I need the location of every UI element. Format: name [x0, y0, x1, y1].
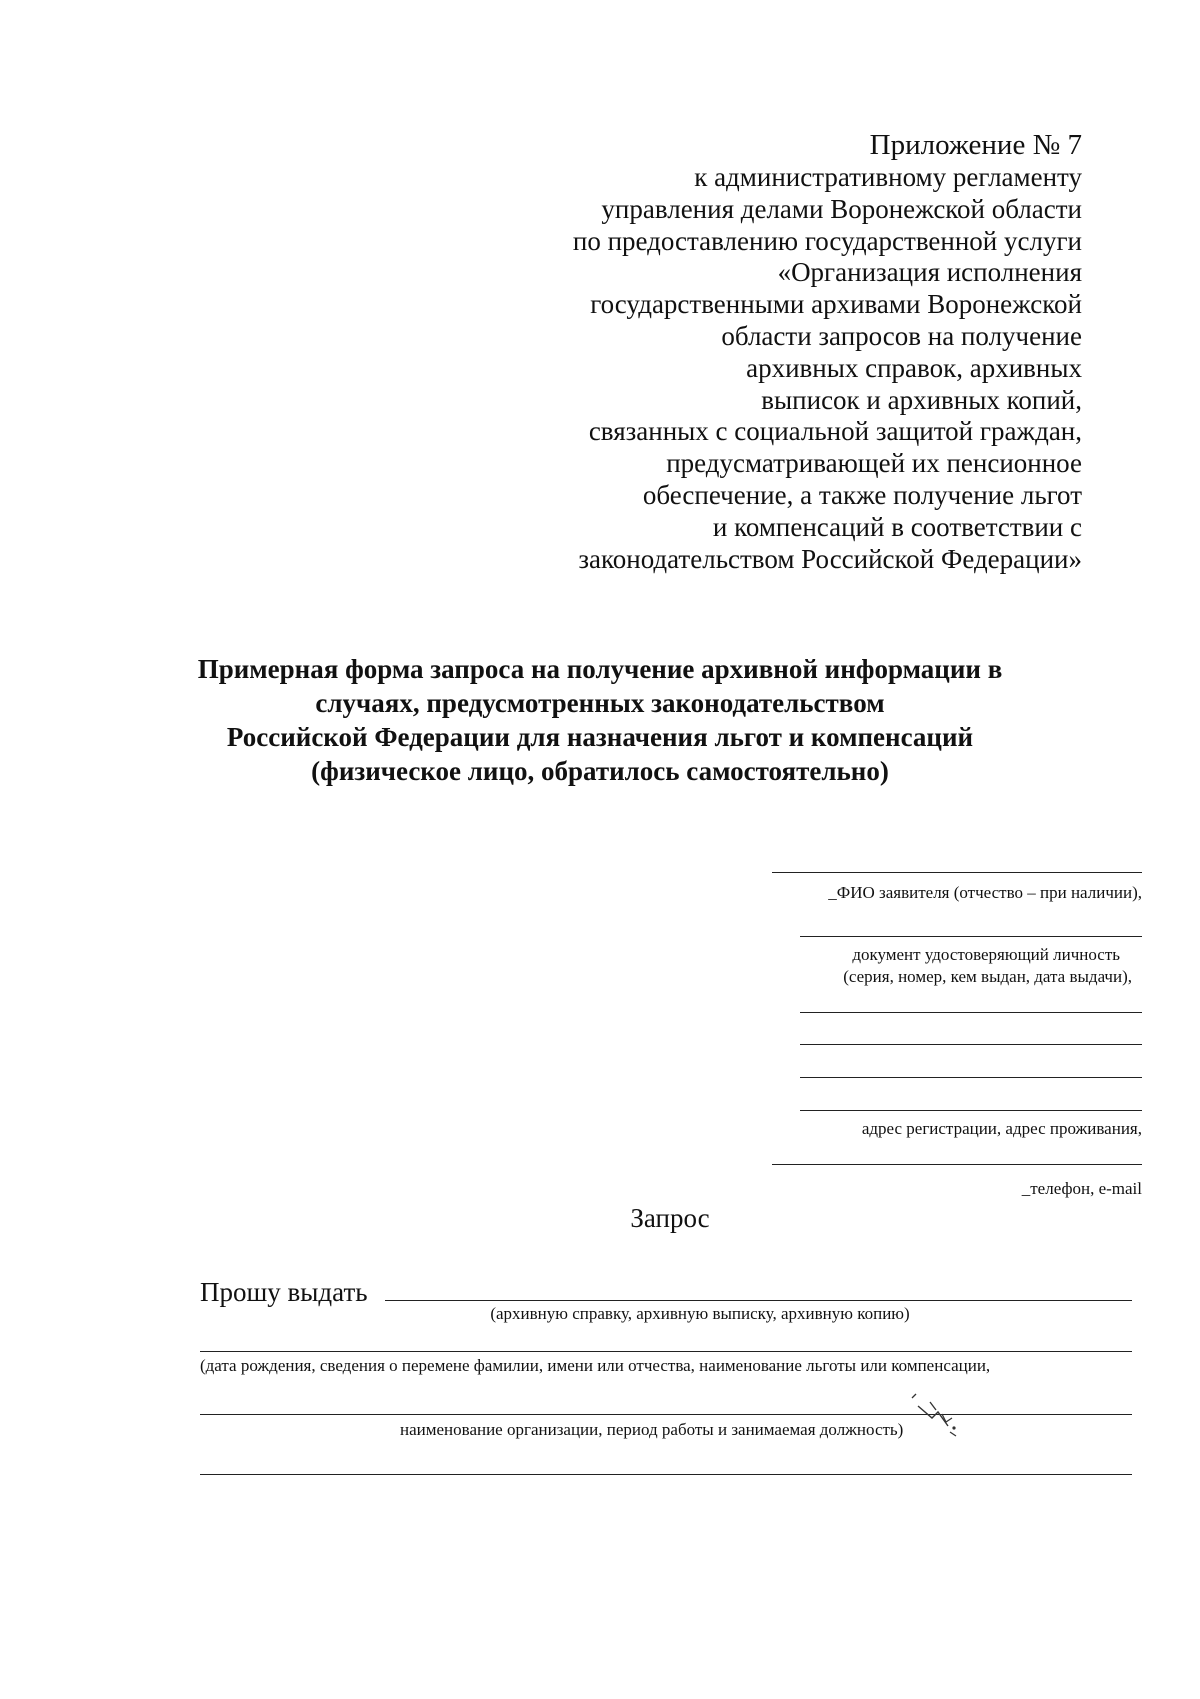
form-title-line: Примерная форма запроса на получение архивной информации в: [197, 654, 1003, 684]
identity-document-caption: документ удостоверяющий личность: [852, 945, 1120, 964]
appendix-line: связанных с социальной защитой граждан,: [588, 416, 1082, 447]
appendix-line: обеспечение, а также получение льгот: [642, 479, 1082, 510]
address-extra-line[interactable]: [800, 1077, 1142, 1078]
fio-field-line[interactable]: [772, 872, 1142, 873]
form-title-line: (физическое лицо, обратилось самостоятельно): [311, 756, 889, 786]
form-title: [150, 652, 1050, 788]
request-extra-line[interactable]: [200, 1474, 1132, 1475]
appendix-line: к административному регламенту: [694, 162, 1082, 192]
request-organization-hint: наименование организации, период работы и занимаемая должность): [400, 1420, 904, 1439]
appendix-line: области запросов на получение: [721, 320, 1082, 351]
identity-document-extra-line[interactable]: [800, 1012, 1142, 1013]
identity-document-details-caption: (серия, номер, кем выдан, дата выдачи),: [843, 967, 1132, 986]
request-details-line[interactable]: [200, 1351, 1132, 1352]
contact-field-line[interactable]: [772, 1164, 1142, 1165]
request-organization-line[interactable]: [200, 1414, 1132, 1415]
request-heading: Запрос: [630, 1203, 710, 1233]
form-title-line: случаях, предусмотренных законодательством: [315, 688, 885, 718]
appendix-title: Приложение № 7: [869, 129, 1082, 161]
request-document-type-line[interactable]: [385, 1300, 1132, 1301]
appendix-line: предусматривающей их пенсионное: [666, 448, 1082, 479]
address-field-line[interactable]: [800, 1110, 1142, 1111]
appendix-line: выписок и архивных копий,: [761, 384, 1082, 415]
appendix-line: управления делами Воронежской области: [601, 193, 1082, 224]
form-title-line: Российской Федерации для назначения льгот и компенсаций: [226, 722, 974, 752]
fio-caption: _ФИО заявителя (отчество – при наличии),: [828, 883, 1142, 902]
appendix-line: государственными архивами Воронежской: [590, 289, 1082, 320]
appendix-line: по предоставлению государственной услуги: [572, 225, 1082, 256]
appendix-line: архивных справок, архивных: [746, 352, 1082, 383]
contact-caption: _телефон, e-mail: [1021, 1179, 1142, 1198]
request-details-hint: (дата рождения, сведения о перемене фамилии, имени или отчества, наименование льготы или компенсации,: [200, 1356, 991, 1375]
request-label: Прошу выдать: [200, 1277, 368, 1307]
handwritten-mark-icon: [908, 1392, 958, 1440]
identity-document-field-line[interactable]: [800, 936, 1142, 937]
address-caption: адрес регистрации, адрес проживания,: [861, 1119, 1142, 1138]
appendix-line: «Организация исполнения: [777, 257, 1082, 288]
identity-document-extra-line[interactable]: [800, 1044, 1142, 1045]
document-type-hint: (архивную справку, архивную выписку, архивную копию): [490, 1304, 910, 1323]
appendix-line: и компенсаций в соответствии с: [712, 511, 1082, 542]
appendix-header: [482, 128, 1082, 575]
appendix-line: законодательством Российской Федерации»: [578, 543, 1082, 574]
